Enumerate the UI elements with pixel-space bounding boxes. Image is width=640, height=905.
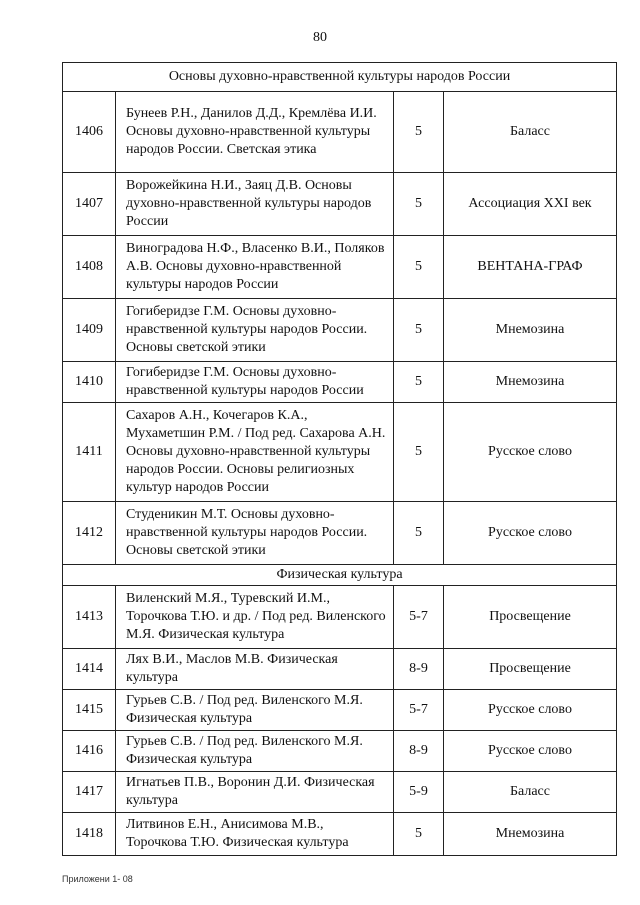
publisher: Мнемозина: [444, 362, 617, 403]
textbook-title: Литвинов Е.Н., Анисимова М.В., Торочкова Т.Ю. Физическая культура: [116, 813, 394, 856]
table-row: [63, 731, 617, 772]
table-row: [63, 502, 617, 565]
table-row: [63, 362, 617, 403]
section-header-row: [63, 63, 617, 92]
textbook-title: Игнатьев П.В., Воронин Д.И. Физическая культура: [116, 772, 394, 813]
publisher: ВЕНТАНА-ГРАФ: [444, 236, 617, 299]
publisher: Русское слово: [444, 403, 617, 502]
section-title: Основы духовно-нравственной культуры народов России: [63, 63, 617, 92]
table-row: [63, 813, 617, 856]
publisher: Русское слово: [444, 690, 617, 731]
table-body: [63, 63, 617, 856]
table-row: [63, 299, 617, 362]
publisher: Мнемозина: [444, 813, 617, 856]
table-row: [63, 772, 617, 813]
table-row: [63, 690, 617, 731]
section-header-row: [63, 565, 617, 586]
publisher: Мнемозина: [444, 299, 617, 362]
grade-level: 5: [394, 299, 444, 362]
grade-level: 5: [394, 813, 444, 856]
publisher: Русское слово: [444, 502, 617, 565]
grade-level: 5: [394, 236, 444, 299]
textbook-title: Студеникин М.Т. Основы духовно-нравственной культуры народов России. Основы светской этики: [116, 502, 394, 565]
grade-level: 5-7: [394, 586, 444, 649]
grade-level: 5: [394, 502, 444, 565]
publisher: Баласс: [444, 772, 617, 813]
textbook-title: Лях В.И., Маслов М.В. Физическая культура: [116, 649, 394, 690]
row-number: 1413: [63, 586, 116, 649]
grade-level: 8-9: [394, 649, 444, 690]
textbook-title: Гогиберидзе Г.М. Основы духовно-нравственной культуры народов России. Основы светской этики: [116, 299, 394, 362]
table-row: [63, 92, 617, 173]
row-number: 1416: [63, 731, 116, 772]
table-row: [63, 236, 617, 299]
table-row: [63, 403, 617, 502]
row-number: 1410: [63, 362, 116, 403]
publisher: Баласс: [444, 92, 617, 173]
section-title: Физическая культура: [63, 565, 617, 586]
textbook-title: Виноградова Н.Ф., Власенко В.И., Поляков А.В. Основы духовно-нравственной культуры народов России: [116, 236, 394, 299]
textbook-title: Гурьев С.В. / Под ред. Виленского М.Я. Физическая культура: [116, 731, 394, 772]
publisher: Просвещение: [444, 649, 617, 690]
publisher: Ассоциация XXI век: [444, 173, 617, 236]
footer-note: Приложени 1- 08: [62, 874, 133, 884]
row-number: 1411: [63, 403, 116, 502]
textbook-table: [62, 62, 617, 856]
grade-level: 8-9: [394, 731, 444, 772]
grade-level: 5: [394, 362, 444, 403]
textbook-title: Гогиберидзе Г.М. Основы духовно-нравственной культуры народов России: [116, 362, 394, 403]
row-number: 1406: [63, 92, 116, 173]
table-row: [63, 649, 617, 690]
publisher: Русское слово: [444, 731, 617, 772]
row-number: 1412: [63, 502, 116, 565]
table-row: [63, 586, 617, 649]
page-number: 80: [313, 30, 327, 45]
row-number: 1417: [63, 772, 116, 813]
row-number: 1418: [63, 813, 116, 856]
publisher: Просвещение: [444, 586, 617, 649]
row-number: 1408: [63, 236, 116, 299]
row-number: 1414: [63, 649, 116, 690]
textbook-title: Гурьев С.В. / Под ред. Виленского М.Я. Физическая культура: [116, 690, 394, 731]
grade-level: 5: [394, 173, 444, 236]
table-row: [63, 173, 617, 236]
textbook-title: Виленский М.Я., Туревский И.М., Торочкова Т.Ю. и др. / Под ред. Виленского М.Я. Физическая культура: [116, 586, 394, 649]
grade-level: 5-7: [394, 690, 444, 731]
grade-level: 5-9: [394, 772, 444, 813]
textbook-title: Бунеев Р.Н., Данилов Д.Д., Кремлёва И.И. Основы духовно-нравственной культуры народов России. Светская этика: [116, 92, 394, 173]
row-number: 1415: [63, 690, 116, 731]
textbook-title: Ворожейкина Н.И., Заяц Д.В. Основы духовно-нравственной культуры народов России: [116, 173, 394, 236]
row-number: 1407: [63, 173, 116, 236]
grade-level: 5: [394, 92, 444, 173]
textbook-title: Сахаров А.Н., Кочегаров К.А., Мухаметшин Р.М. / Под ред. Сахарова А.Н. Основы духовно-нравственной культуры народов России. Основы религиозных культур народов России: [116, 403, 394, 502]
grade-level: 5: [394, 403, 444, 502]
row-number: 1409: [63, 299, 116, 362]
